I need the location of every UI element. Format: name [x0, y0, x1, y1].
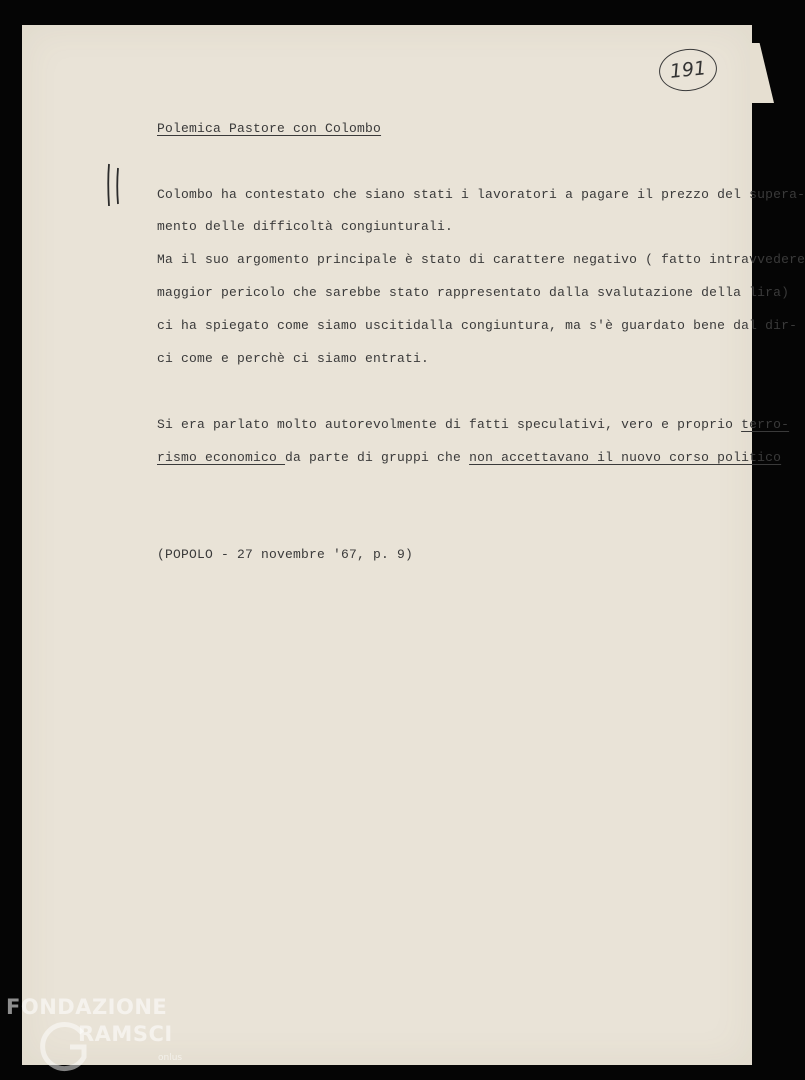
folio-number: 191 [657, 46, 719, 94]
para2-line-2 [157, 450, 781, 465]
para2-line-2-text: da parte di gruppi che [285, 450, 470, 465]
folded-corner [750, 43, 774, 103]
margin-mark-icon [104, 162, 124, 208]
body-line-2: mento delle difficoltà congiunturali. [157, 219, 454, 234]
body-line-4: maggior pericolo che sarebbe stato rappresentato dalla svalutazione della lira) [157, 285, 790, 300]
document-title: Polemica Pastore con Colombo [157, 121, 382, 136]
body-line-5: ci ha spiegato come siamo uscitidalla congiuntura, ma s'è guardato bene dal dir- [157, 318, 798, 333]
watermark-onlus: onlus [158, 1053, 183, 1063]
watermark-line-2: RAMSCI [78, 1022, 173, 1046]
body-line-3: Ma il suo argomento principale è stato di carattere negativo ( fatto intravvedere [157, 252, 805, 267]
watermark-line-1: FONDAZIONE [6, 995, 168, 1019]
para2-line-2-underlined-a: rismo economico [157, 450, 286, 465]
para2-line-1-text: Si era parlato molto autorevolmente di fatti speculativi, vero e proprio [157, 417, 742, 432]
para2-line-1-underlined: terro- [741, 417, 790, 432]
body-line-6: ci come e perchè ci siamo entrati. [157, 351, 430, 366]
fondazione-gramsci-watermark [6, 995, 191, 1075]
para2-line-1 [157, 417, 789, 432]
body-line-1: Colombo ha contestato che siano stati i lavoratori a pagare il prezzo del supera- [157, 187, 805, 202]
document-page [22, 25, 752, 1065]
para2-line-2-underlined-b: non accettavano il nuovo corso politico [469, 450, 782, 465]
source-citation: (POPOLO - 27 novembre '67, p. 9) [157, 547, 414, 562]
